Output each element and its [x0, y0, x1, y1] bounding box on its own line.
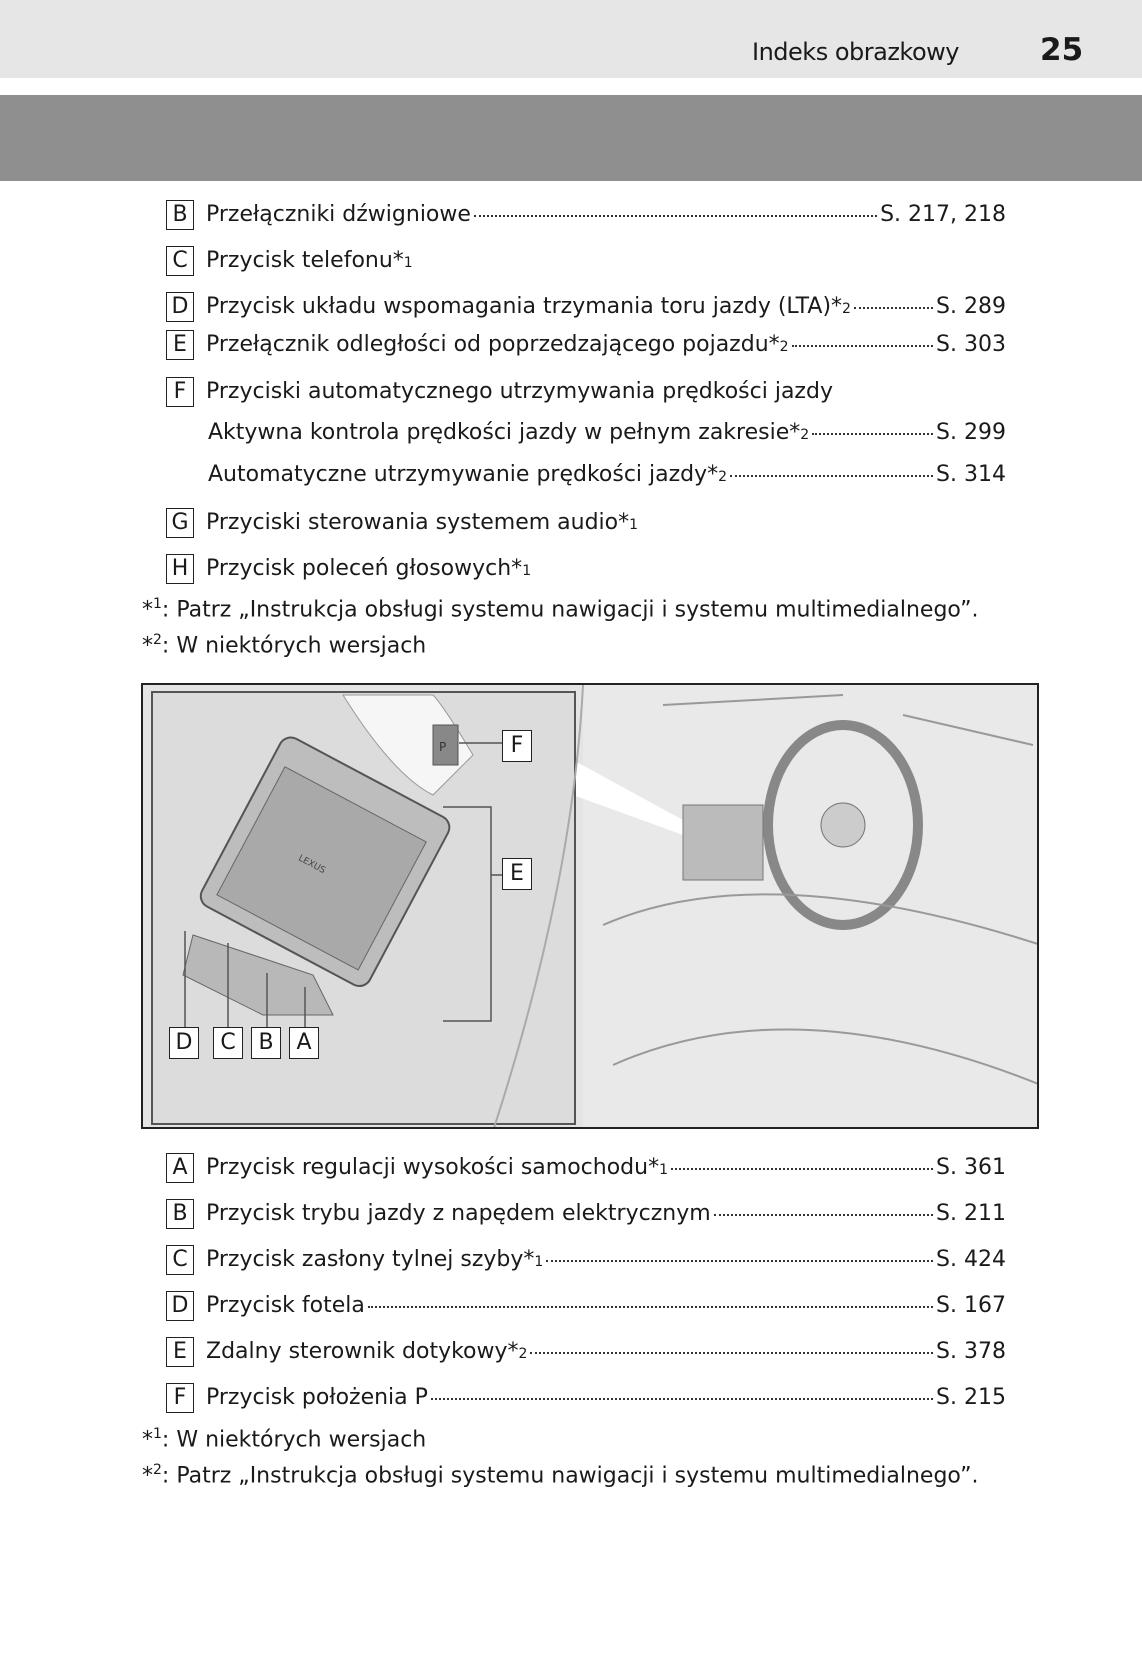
list-item [166, 554, 1006, 584]
page-ref: S. 424 [936, 1247, 1006, 1272]
page-ref: S. 314 [936, 462, 1006, 487]
sub-item [208, 462, 1006, 487]
item-text: Przełączniki dźwigniowe [206, 202, 471, 227]
list-item: F Przycisk położenia P S. 215 [166, 1383, 1006, 1413]
page-ref: S. 299 [936, 420, 1006, 445]
page-ref: S. 211 [936, 1201, 1006, 1226]
page-ref: S. 303 [936, 332, 1006, 357]
footnote-mark: 2 [779, 339, 789, 355]
page-number: 25 [1040, 32, 1084, 68]
dot-leader [714, 1214, 933, 1216]
list-item [166, 292, 1006, 322]
item-text: Aktywna kontrola prędkości jazdy w pełnym zakresie* [208, 420, 801, 445]
item-text: Przyciski sterowania systemem audio* [206, 510, 630, 535]
footnote-mark: 2 [718, 469, 728, 485]
dot-leader [431, 1398, 933, 1400]
list-item: A Przycisk regulacji wysokości samochodu* 1 S. 361 [166, 1153, 1006, 1183]
item-text: Przełącznik odległości od poprzedzającego pojazdu* [206, 332, 780, 357]
page-ref: S. 289 [936, 294, 1006, 319]
dot-leader [812, 433, 933, 435]
header-band [0, 95, 1142, 181]
dot-leader [671, 1168, 933, 1170]
footnote-mark: 1 [403, 255, 413, 271]
item-text: Przycisk układu wspomagania trzymania toru jazdy (LTA)* [206, 294, 843, 319]
list-item [166, 246, 1006, 276]
callout-e: E [502, 858, 532, 890]
list-item [166, 330, 1006, 360]
item-letter: D [166, 292, 194, 322]
list-item: C Przycisk zasłony tylnej szyby* 1 S. 424 [166, 1245, 1006, 1275]
footnote-mark: 2 [842, 301, 851, 317]
page-header [0, 0, 1142, 78]
dot-leader [792, 345, 933, 347]
section-title: Indeks obrazkowy [752, 38, 959, 66]
cabin-drawing [143, 685, 1039, 1129]
list-item [166, 377, 1006, 407]
page-ref: S. 217, 218 [880, 202, 1006, 227]
page-ref: S. 167 [936, 1293, 1006, 1318]
footnote: *$^2$: Patrz „Instrukcja obsługi systemu nawigacji i systemu multimedialnego”. [142, 1462, 979, 1489]
item-letter: H [166, 554, 194, 584]
footnote-mark: 1 [522, 563, 532, 579]
callout-d: D [169, 1027, 199, 1059]
item-text: Przyciski automatycznego utrzymywania prędkości jazdy [206, 379, 833, 404]
footnote: *$^1$: W niektórych wersjach [142, 1426, 427, 1453]
footnote: *$^1$: Patrz „Instrukcja obsługi systemu nawigacji i systemu multimedialnego”. [142, 596, 979, 623]
dot-leader [530, 1352, 933, 1354]
list-item: D Przycisk fotela S. 167 [166, 1291, 1006, 1321]
item-letter: G [166, 508, 194, 538]
page-ref: S. 361 [936, 1155, 1006, 1180]
item-text: Przycisk poleceń głosowych* [206, 556, 523, 581]
item-letter: F [166, 377, 194, 407]
dot-leader [854, 307, 933, 309]
item-letter: B [166, 200, 194, 230]
list-item [166, 508, 1006, 538]
item-letter: C [166, 246, 194, 276]
callout-f: F [502, 730, 532, 762]
callout-b: B [251, 1027, 281, 1059]
sub-item [208, 420, 1006, 445]
interior-illustration [141, 683, 1039, 1129]
item-text: Przycisk telefonu* [206, 248, 404, 273]
dot-leader [730, 475, 933, 477]
dot-leader [368, 1306, 933, 1308]
svg-text:LEXUS: LEXUS [296, 853, 327, 877]
item-letter: E [166, 330, 194, 360]
callout-a: A [289, 1027, 319, 1059]
list-item [166, 200, 1006, 230]
footnote-mark: 2 [800, 427, 810, 443]
footnote-mark: 1 [629, 517, 639, 533]
svg-text:P: P [439, 740, 447, 754]
dot-leader [546, 1260, 933, 1262]
list-item: E Zdalny sterownik dotykowy* 2 S. 378 [166, 1337, 1006, 1367]
page-ref: S. 215 [936, 1385, 1006, 1410]
page-ref: S. 378 [936, 1339, 1006, 1364]
dot-leader [474, 215, 877, 217]
list-item: B Przycisk trybu jazdy z napędem elektrycznym S. 211 [166, 1199, 1006, 1229]
item-text: Automatyczne utrzymywanie prędkości jazdy* [208, 462, 719, 487]
callout-c: C [213, 1027, 243, 1059]
footnote: *$^2$: W niektórych wersjach [142, 632, 427, 659]
